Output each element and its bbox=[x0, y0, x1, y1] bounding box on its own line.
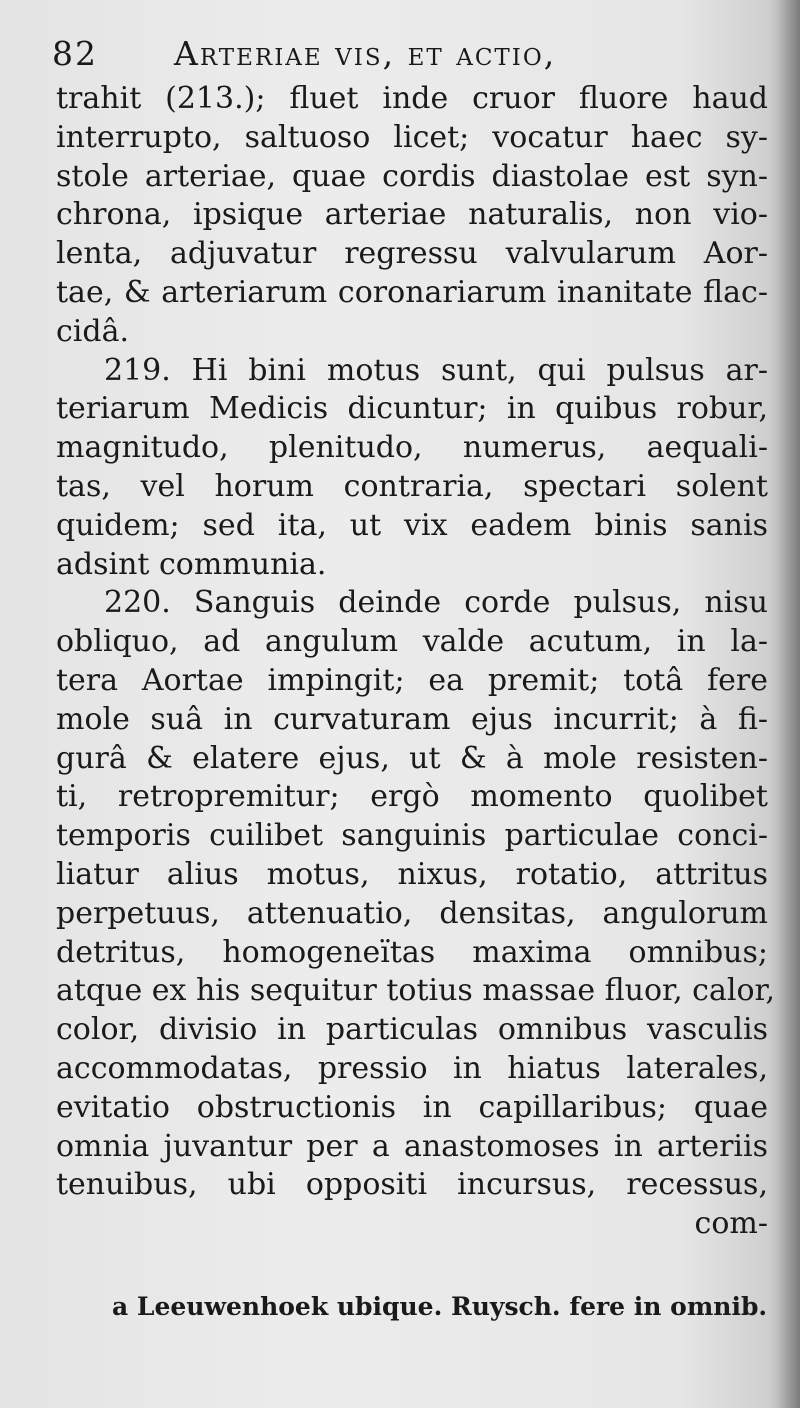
text-line: color, divisio in particulas omnibus vasculis bbox=[56, 1012, 768, 1048]
page-gutter bbox=[778, 0, 800, 1408]
text-line: mole suâ in curvaturam ejus incurrit; à fi- bbox=[56, 701, 768, 737]
text-line: gurâ & elatere ejus, ut & à mole resisten- bbox=[56, 740, 768, 776]
text-line: atque ex his sequitur totius massae fluor, calor, bbox=[56, 973, 776, 1009]
footnote: a Leeuwenhoek ubique. Ruysch. fere in omnib. bbox=[112, 1292, 768, 1321]
text-line: quidem; sed ita, ut vix eadem binis sanis bbox=[56, 507, 768, 543]
catchword: com- bbox=[694, 1206, 768, 1242]
text-line: magnitudo, plenitudo, numerus, aequali- bbox=[56, 430, 768, 466]
text-line: evitatio obstructionis in capillaribus; quae bbox=[56, 1089, 768, 1125]
text-line: tae, & arteriarum coronariarum inanitate flac- bbox=[56, 274, 768, 310]
text-line: omnia juvantur per a anastomoses in arteriis bbox=[56, 1128, 768, 1164]
text-line: chrona, ipsique arteriae naturalis, non vio- bbox=[56, 197, 768, 233]
running-title: Arteriae vis, et actio, bbox=[174, 34, 557, 73]
page-number: 82 bbox=[52, 34, 98, 73]
text-line: adsint communia. bbox=[56, 546, 327, 582]
text-line: interrupto, saltuoso licet; vocatur haec sy- bbox=[56, 119, 768, 155]
text-line: obliquo, ad angulum valde acutum, in la- bbox=[56, 624, 768, 660]
text-line: stole arteriae, quae cordis diastolae est syn- bbox=[56, 158, 768, 194]
text-line: tenuibus, ubi oppositi incursus, recessus, bbox=[56, 1167, 768, 1203]
text-line: detritus, homogeneïtas maxima omnibus; bbox=[56, 934, 768, 970]
text-line: tas, vel horum contraria, spectari solent bbox=[56, 468, 768, 504]
text-line: perpetuus, attenuatio, densitas, angulorum bbox=[56, 895, 768, 931]
paragraph-219-start: 219. Hi bini motus sunt, qui pulsus ar- bbox=[104, 352, 768, 388]
text-line: tera Aortae impingit; ea premit; totâ fere bbox=[56, 662, 768, 698]
paragraph-220-start: 220. Sanguis deinde corde pulsus, nisu bbox=[104, 585, 768, 621]
text-line: cidâ. bbox=[56, 313, 130, 349]
text-line: teriarum Medicis dicuntur; in quibus robur, bbox=[56, 391, 768, 427]
text-line: accommodatas, pressio in hiatus laterales, bbox=[56, 1050, 768, 1086]
text-line: temporis cuilibet sanguinis particulae conci- bbox=[56, 818, 768, 854]
text-line: ti, retropremitur; ergò momento quolibet bbox=[56, 779, 768, 815]
text-line: liatur alius motus, nixus, rotatio, attritus bbox=[56, 856, 768, 892]
body-text bbox=[56, 80, 776, 1244]
text-line: trahit (213.); fluet inde cruor fluore haud bbox=[56, 81, 768, 116]
text-line: lenta, adjuvatur regressu valvularum Aor- bbox=[56, 236, 768, 272]
